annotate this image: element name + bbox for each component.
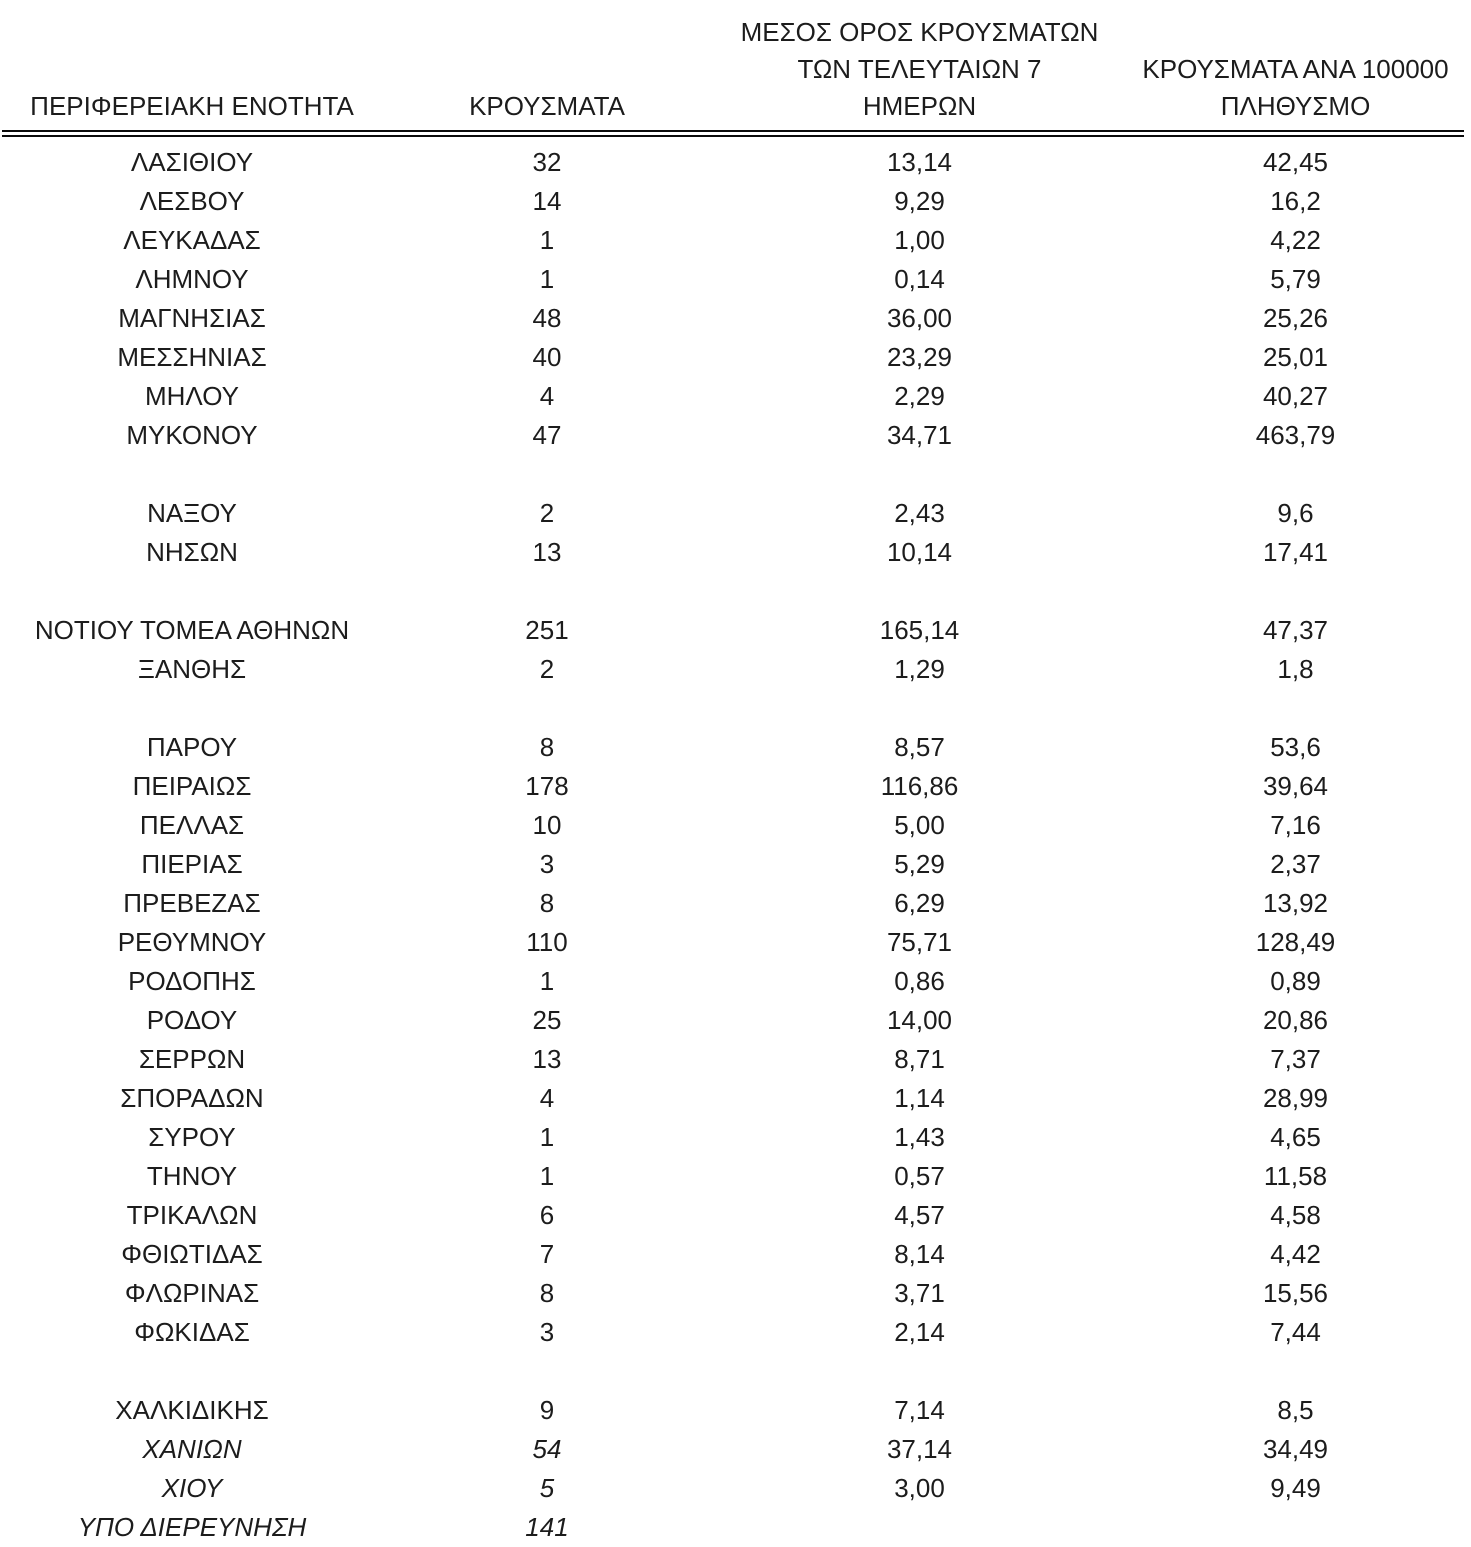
cases-value: 48 bbox=[382, 299, 712, 338]
cases-value: 110 bbox=[382, 923, 712, 962]
cases-value: 3 bbox=[382, 845, 712, 884]
cases-value: 4 bbox=[382, 377, 712, 416]
cases-value: 178 bbox=[382, 767, 712, 806]
per-100k-value: 8,5 bbox=[1127, 1391, 1464, 1430]
region-name: ΤΗΝΟΥ bbox=[2, 1157, 382, 1196]
region-name: ΡΟΔΟΠΗΣ bbox=[2, 962, 382, 1001]
header-avg-7day-line1: ΜΕΣΟΣ ΟΡΟΣ ΚΡΟΥΣΜΑΤΩΝ bbox=[712, 14, 1127, 51]
table-row bbox=[2, 767, 1464, 806]
per-100k-value: 7,37 bbox=[1127, 1040, 1464, 1079]
cases-value: 251 bbox=[382, 611, 712, 650]
avg-7day-value: 116,86 bbox=[712, 767, 1127, 806]
table-row bbox=[2, 1430, 1464, 1469]
cases-value: 8 bbox=[382, 1274, 712, 1313]
region-name: ΧΑΝΙΩΝ bbox=[2, 1430, 382, 1469]
avg-7day-value: 3,00 bbox=[712, 1469, 1127, 1508]
region-name: ΠΡΕΒΕΖΑΣ bbox=[2, 884, 382, 923]
cases-value: 25 bbox=[382, 1001, 712, 1040]
avg-7day-value: 1,29 bbox=[712, 650, 1127, 689]
per-100k-value: 9,6 bbox=[1127, 494, 1464, 533]
table-row bbox=[2, 134, 1464, 183]
region-name: ΧΑΛΚΙΔΙΚΗΣ bbox=[2, 1391, 382, 1430]
avg-7day-value: 165,14 bbox=[712, 611, 1127, 650]
per-100k-value: 463,79 bbox=[1127, 416, 1464, 455]
cases-value: 32 bbox=[382, 134, 712, 183]
table-row bbox=[2, 416, 1464, 455]
per-100k-value: 5,79 bbox=[1127, 260, 1464, 299]
region-name: ΜΥΚΟΝΟΥ bbox=[2, 416, 382, 455]
cases-value: 10 bbox=[382, 806, 712, 845]
per-100k-value: 4,58 bbox=[1127, 1196, 1464, 1235]
header-regional-unit bbox=[2, 14, 382, 134]
region-name: ΛΗΜΝΟΥ bbox=[2, 260, 382, 299]
avg-7day-value: 10,14 bbox=[712, 533, 1127, 572]
header-row bbox=[2, 14, 1464, 134]
table-row bbox=[2, 650, 1464, 689]
region-name: ΝΗΣΩΝ bbox=[2, 533, 382, 572]
header-per-100k-line1: ΚΡΟΥΣΜΑΤΑ ΑΝΑ 100000 bbox=[1127, 51, 1464, 88]
avg-7day-value: 37,14 bbox=[712, 1430, 1127, 1469]
table-row bbox=[2, 728, 1464, 767]
per-100k-value: 40,27 bbox=[1127, 377, 1464, 416]
spacer-row bbox=[2, 1352, 1464, 1391]
region-name: ΠΕΛΛΑΣ bbox=[2, 806, 382, 845]
per-100k-value: 128,49 bbox=[1127, 923, 1464, 962]
per-100k-value: 4,22 bbox=[1127, 221, 1464, 260]
header-avg-7day-line2: ΤΩΝ ΤΕΛΕΥΤΑΙΩΝ 7 bbox=[712, 51, 1127, 88]
per-100k-value: 20,86 bbox=[1127, 1001, 1464, 1040]
cases-value: 5 bbox=[382, 1469, 712, 1508]
region-name: ΠΑΡΟΥ bbox=[2, 728, 382, 767]
region-name: ΝΟΤΙΟΥ ΤΟΜΕΑ ΑΘΗΝΩΝ bbox=[2, 611, 382, 650]
region-name: ΛΑΣΙΘΙΟΥ bbox=[2, 134, 382, 183]
region-name: ΣΕΡΡΩΝ bbox=[2, 1040, 382, 1079]
table-body bbox=[2, 134, 1464, 1547]
avg-7day-value: 8,57 bbox=[712, 728, 1127, 767]
table-row bbox=[2, 845, 1464, 884]
header-avg-7day-line3: ΗΜΕΡΩΝ bbox=[712, 88, 1127, 125]
table-row bbox=[2, 1118, 1464, 1157]
per-100k-value: 7,16 bbox=[1127, 806, 1464, 845]
table-row bbox=[2, 377, 1464, 416]
cases-value: 14 bbox=[382, 182, 712, 221]
cases-value: 1 bbox=[382, 1118, 712, 1157]
table-row bbox=[2, 533, 1464, 572]
spacer-cell bbox=[2, 455, 1464, 494]
table-row bbox=[2, 1235, 1464, 1274]
table-row bbox=[2, 611, 1464, 650]
spacer-cell bbox=[2, 689, 1464, 728]
table-row bbox=[2, 299, 1464, 338]
region-name: ΜΕΣΣΗΝΙΑΣ bbox=[2, 338, 382, 377]
table-row bbox=[2, 494, 1464, 533]
cases-value: 13 bbox=[382, 1040, 712, 1079]
region-name: ΤΡΙΚΑΛΩΝ bbox=[2, 1196, 382, 1235]
cases-value: 13 bbox=[382, 533, 712, 572]
spacer-cell bbox=[2, 1352, 1464, 1391]
avg-7day-value: 1,14 bbox=[712, 1079, 1127, 1118]
region-name: ΣΠΟΡΑΔΩΝ bbox=[2, 1079, 382, 1118]
per-100k-value: 0,89 bbox=[1127, 962, 1464, 1001]
table-row bbox=[2, 221, 1464, 260]
per-100k-value bbox=[1127, 1508, 1464, 1547]
avg-7day-value: 0,14 bbox=[712, 260, 1127, 299]
per-100k-value: 7,44 bbox=[1127, 1313, 1464, 1352]
per-100k-value: 4,65 bbox=[1127, 1118, 1464, 1157]
cases-value: 8 bbox=[382, 884, 712, 923]
table-row bbox=[2, 1001, 1464, 1040]
region-name: ΠΕΙΡΑΙΩΣ bbox=[2, 767, 382, 806]
cases-value: 4 bbox=[382, 1079, 712, 1118]
region-name: ΞΑΝΘΗΣ bbox=[2, 650, 382, 689]
avg-7day-value bbox=[712, 1508, 1127, 1547]
region-name: ΡΕΘΥΜΝΟΥ bbox=[2, 923, 382, 962]
spacer-cell bbox=[2, 572, 1464, 611]
cases-value: 6 bbox=[382, 1196, 712, 1235]
table-row bbox=[2, 1274, 1464, 1313]
per-100k-value: 15,56 bbox=[1127, 1274, 1464, 1313]
table-row bbox=[2, 1391, 1464, 1430]
table-row bbox=[2, 923, 1464, 962]
region-name: ΦΘΙΩΤΙΔΑΣ bbox=[2, 1235, 382, 1274]
spacer-row bbox=[2, 455, 1464, 494]
cases-value: 1 bbox=[382, 962, 712, 1001]
region-name: ΛΕΥΚΑΔΑΣ bbox=[2, 221, 382, 260]
avg-7day-value: 34,71 bbox=[712, 416, 1127, 455]
region-name: ΧΙΟΥ bbox=[2, 1469, 382, 1508]
per-100k-value: 34,49 bbox=[1127, 1430, 1464, 1469]
per-100k-value: 1,8 bbox=[1127, 650, 1464, 689]
region-name: ΜΗΛΟΥ bbox=[2, 377, 382, 416]
avg-7day-value: 5,29 bbox=[712, 845, 1127, 884]
cases-value: 9 bbox=[382, 1391, 712, 1430]
spacer-row bbox=[2, 689, 1464, 728]
header-avg-7day bbox=[712, 14, 1127, 134]
cases-value: 1 bbox=[382, 221, 712, 260]
region-name: ΜΑΓΝΗΣΙΑΣ bbox=[2, 299, 382, 338]
per-100k-value: 9,49 bbox=[1127, 1469, 1464, 1508]
header-cases bbox=[382, 14, 712, 134]
region-name: ΦΩΚΙΔΑΣ bbox=[2, 1313, 382, 1352]
cases-value: 7 bbox=[382, 1235, 712, 1274]
avg-7day-value: 3,71 bbox=[712, 1274, 1127, 1313]
avg-7day-value: 75,71 bbox=[712, 923, 1127, 962]
avg-7day-value: 2,43 bbox=[712, 494, 1127, 533]
avg-7day-value: 1,00 bbox=[712, 221, 1127, 260]
per-100k-value: 11,58 bbox=[1127, 1157, 1464, 1196]
avg-7day-value: 4,57 bbox=[712, 1196, 1127, 1235]
per-100k-value: 13,92 bbox=[1127, 884, 1464, 923]
per-100k-value: 4,42 bbox=[1127, 1235, 1464, 1274]
table-row bbox=[2, 1469, 1464, 1508]
cases-value: 54 bbox=[382, 1430, 712, 1469]
table-row bbox=[2, 1508, 1464, 1547]
header-per-100k-line2: ΠΛΗΘΥΣΜΟ bbox=[1127, 88, 1464, 125]
table-header bbox=[2, 14, 1464, 134]
table-row bbox=[2, 884, 1464, 923]
header-regional-unit-label: ΠΕΡΙΦΕΡΕΙΑΚΗ ΕΝΟΤΗΤΑ bbox=[2, 88, 382, 125]
table-row bbox=[2, 1157, 1464, 1196]
table-row bbox=[2, 338, 1464, 377]
cases-value: 2 bbox=[382, 494, 712, 533]
cases-value: 1 bbox=[382, 1157, 712, 1196]
table-row bbox=[2, 962, 1464, 1001]
table-row bbox=[2, 1079, 1464, 1118]
per-100k-value: 2,37 bbox=[1127, 845, 1464, 884]
per-100k-value: 17,41 bbox=[1127, 533, 1464, 572]
per-100k-value: 16,2 bbox=[1127, 182, 1464, 221]
avg-7day-value: 5,00 bbox=[712, 806, 1127, 845]
per-100k-value: 25,01 bbox=[1127, 338, 1464, 377]
avg-7day-value: 13,14 bbox=[712, 134, 1127, 183]
region-name: ΝΑΞΟΥ bbox=[2, 494, 382, 533]
avg-7day-value: 1,43 bbox=[712, 1118, 1127, 1157]
header-per-100k bbox=[1127, 14, 1464, 134]
avg-7day-value: 6,29 bbox=[712, 884, 1127, 923]
region-name: ΠΙΕΡΙΑΣ bbox=[2, 845, 382, 884]
table-row bbox=[2, 806, 1464, 845]
cases-value: 1 bbox=[382, 260, 712, 299]
avg-7day-value: 36,00 bbox=[712, 299, 1127, 338]
per-100k-value: 42,45 bbox=[1127, 134, 1464, 183]
per-100k-value: 39,64 bbox=[1127, 767, 1464, 806]
per-100k-value: 47,37 bbox=[1127, 611, 1464, 650]
region-name: ΛΕΣΒΟΥ bbox=[2, 182, 382, 221]
avg-7day-value: 8,14 bbox=[712, 1235, 1127, 1274]
per-100k-value: 25,26 bbox=[1127, 299, 1464, 338]
cases-value: 47 bbox=[382, 416, 712, 455]
avg-7day-value: 9,29 bbox=[712, 182, 1127, 221]
table-row bbox=[2, 182, 1464, 221]
avg-7day-value: 23,29 bbox=[712, 338, 1127, 377]
cases-value: 141 bbox=[382, 1508, 712, 1547]
avg-7day-value: 0,57 bbox=[712, 1157, 1127, 1196]
table-row bbox=[2, 1196, 1464, 1235]
region-name: ΥΠΟ ΔΙΕΡΕΥΝΗΣΗ bbox=[2, 1508, 382, 1547]
cases-value: 40 bbox=[382, 338, 712, 377]
header-cases-label: ΚΡΟΥΣΜΑΤΑ bbox=[382, 88, 712, 125]
cases-value: 8 bbox=[382, 728, 712, 767]
table-row bbox=[2, 1040, 1464, 1079]
avg-7day-value: 2,29 bbox=[712, 377, 1127, 416]
avg-7day-value: 0,86 bbox=[712, 962, 1127, 1001]
regional-cases-table bbox=[2, 14, 1464, 1547]
cases-value: 3 bbox=[382, 1313, 712, 1352]
avg-7day-value: 14,00 bbox=[712, 1001, 1127, 1040]
spacer-row bbox=[2, 572, 1464, 611]
avg-7day-value: 2,14 bbox=[712, 1313, 1127, 1352]
avg-7day-value: 7,14 bbox=[712, 1391, 1127, 1430]
region-name: ΦΛΩΡΙΝΑΣ bbox=[2, 1274, 382, 1313]
per-100k-value: 53,6 bbox=[1127, 728, 1464, 767]
cases-value: 2 bbox=[382, 650, 712, 689]
per-100k-value: 28,99 bbox=[1127, 1079, 1464, 1118]
table-row bbox=[2, 260, 1464, 299]
table-row bbox=[2, 1313, 1464, 1352]
region-name: ΡΟΔΟΥ bbox=[2, 1001, 382, 1040]
region-name: ΣΥΡΟΥ bbox=[2, 1118, 382, 1157]
avg-7day-value: 8,71 bbox=[712, 1040, 1127, 1079]
